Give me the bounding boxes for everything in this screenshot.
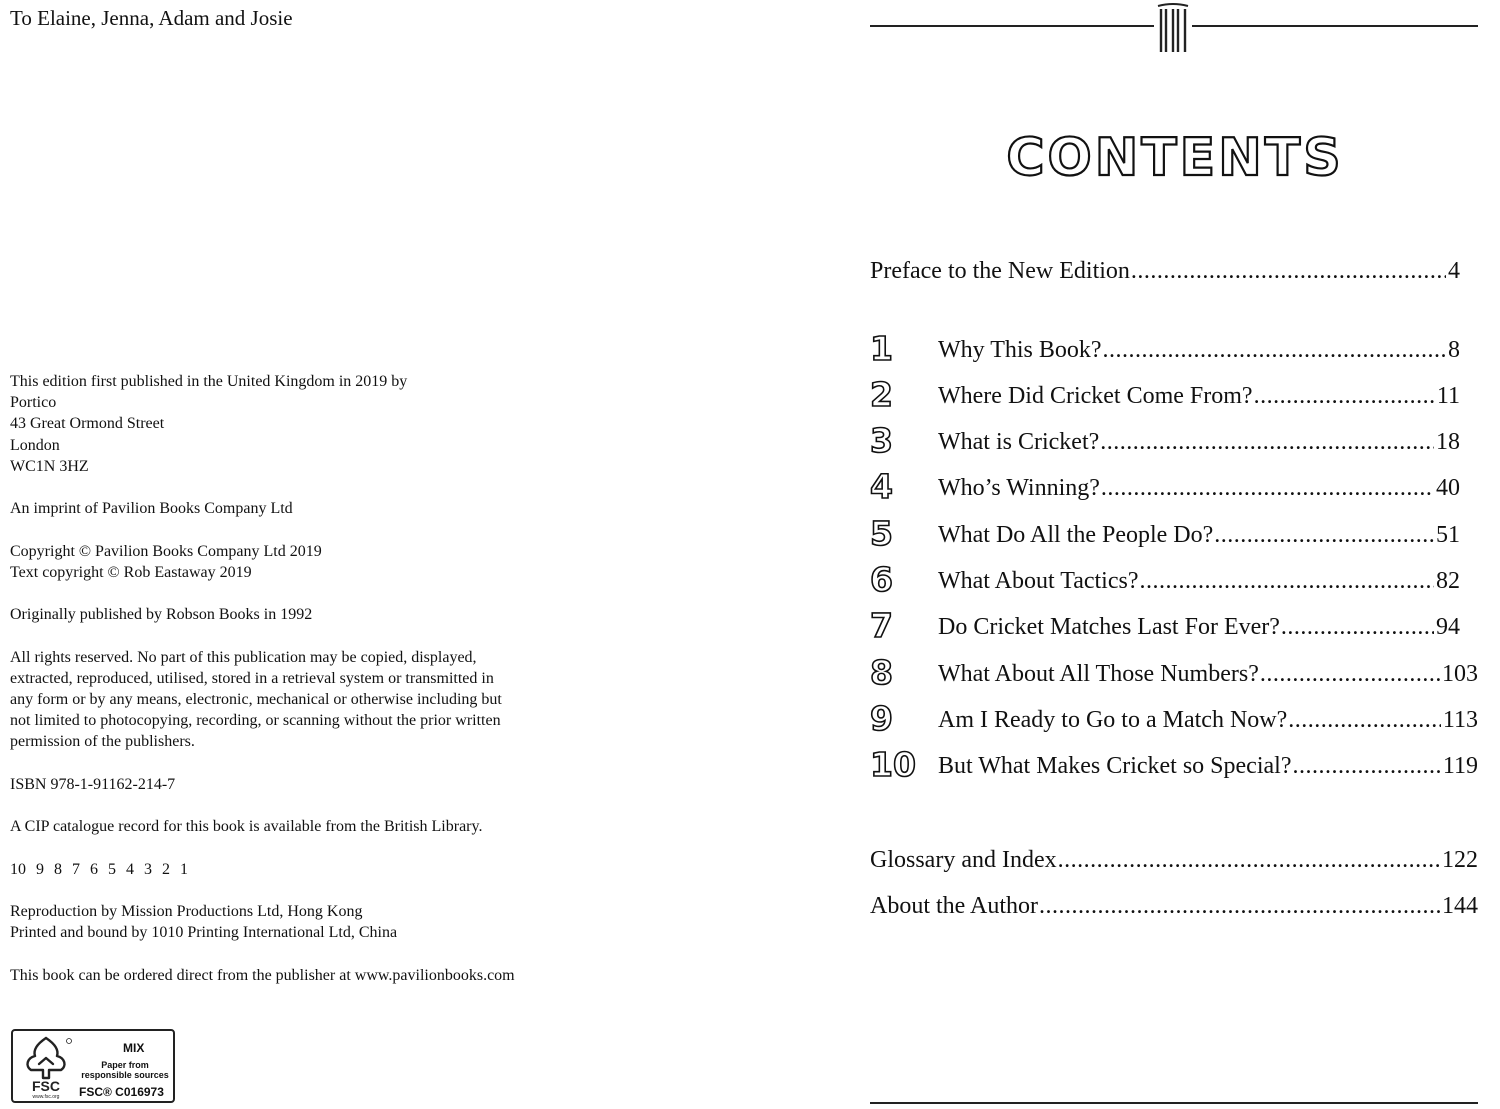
toc-entry-chapter[interactable]: [938, 429, 1460, 456]
toc-entry-title: Do Cricket Matches Last For Ever?: [938, 614, 1280, 640]
toc-page-number: 40: [1436, 475, 1460, 501]
imprint-paragraph: [10, 816, 610, 837]
chapter-number: 9: [870, 699, 893, 738]
toc-leader-dots: [1101, 475, 1434, 502]
toc-entry-title: What About All Those Numbers?: [938, 661, 1259, 687]
toc-page-number: 113: [1442, 707, 1478, 733]
toc-leader-dots: [1103, 337, 1446, 364]
imprint-line: Reproduction by Mission Productions Ltd, Hong Kong: [10, 902, 363, 920]
imprint-paragraph: [10, 859, 610, 880]
chapter-number: 2: [870, 375, 893, 414]
toc-entry-chapter[interactable]: [938, 753, 1478, 780]
toc-entry-chapter[interactable]: [938, 568, 1460, 595]
toc-entry-chapter[interactable]: [938, 661, 1478, 688]
imprint-line: Text copyright © Rob Eastaway 2019: [10, 563, 252, 581]
imprint-line: extracted, reproduced, utilised, stored in a retrieval system or transmitted in: [10, 669, 494, 687]
bottom-rule: [870, 1102, 1478, 1104]
imprint-line: Originally published by Robson Books in 1992: [10, 606, 313, 624]
toc-page-number: 82: [1436, 568, 1460, 594]
toc-page-number: 122: [1442, 847, 1478, 873]
toc-leader-dots: [1214, 522, 1434, 549]
toc-entry-title: What Do All the People Do?: [938, 522, 1214, 548]
contents-title: CONTENTS: [1006, 128, 1344, 188]
imprint-line: permission of the publishers.: [10, 733, 195, 751]
toc-page-number: 103: [1442, 661, 1478, 687]
printing-line: 10 9 8 7 6 5 4 3 2 1: [10, 860, 188, 878]
fsc-certification-badge: [11, 1029, 175, 1103]
toc-entry-title: Am I Ready to Go to a Match Now?: [938, 707, 1288, 733]
chapter-number: 4: [870, 467, 893, 506]
right-page: [760, 0, 1500, 1109]
imprint-line: Portico: [10, 394, 57, 412]
toc-entry-glossary[interactable]: [870, 847, 1478, 874]
toc-leader-dots: [1039, 893, 1440, 920]
toc-entry-title: Preface to the New Edition: [870, 258, 1130, 284]
imprint-line: WC1N 3HZ: [10, 457, 89, 475]
toc-entry-chapter[interactable]: [938, 475, 1460, 502]
imprint-line: 43 Great Ormond Street: [10, 415, 165, 433]
toc-leader-dots: [1292, 753, 1440, 780]
toc-entry-about-author[interactable]: [870, 893, 1478, 920]
toc-entry-chapter[interactable]: [938, 707, 1478, 734]
toc-entry-title: Why This Book?: [938, 337, 1102, 363]
toc-leader-dots: [1281, 614, 1434, 641]
imprint-paragraph: [10, 647, 610, 753]
toc-leader-dots: [1058, 847, 1440, 874]
toc-entry-title: Who’s Winning?: [938, 475, 1100, 501]
imprint-paragraph: [10, 965, 610, 986]
chapter-number: 1: [870, 329, 893, 368]
dedication: To Elaine, Jenna, Adam and Josie: [10, 6, 293, 30]
chapter-number: 7: [870, 606, 893, 645]
toc-page-number: 11: [1436, 383, 1460, 409]
toc-entry-chapter[interactable]: [938, 522, 1460, 549]
imprint-paragraph: [10, 901, 610, 943]
toc-entry-title: But What Makes Cricket so Special?: [938, 753, 1292, 779]
isbn: ISBN 978-1-91162-214-7: [10, 775, 176, 793]
toc-leader-dots: [1100, 429, 1434, 456]
imprint-paragraph: [10, 541, 610, 583]
toc-page-number: 8: [1448, 337, 1460, 363]
imprint-paragraph: [10, 498, 610, 519]
fsc-website: www.fsc.org: [32, 1094, 60, 1100]
toc-entry-chapter[interactable]: [938, 337, 1460, 364]
imprint-line: This edition first published in the United Kingdom in 2019 by: [10, 373, 408, 390]
imprint-line: An imprint of Pavilion Books Company Ltd: [10, 500, 293, 518]
toc-entry-title: Where Did Cricket Come From?: [938, 383, 1253, 409]
toc-page-number: 144: [1442, 893, 1478, 919]
imprint-paragraph: [10, 371, 610, 477]
imprint-paragraph: [10, 604, 610, 625]
toc-leader-dots: [1260, 661, 1440, 688]
imprint-line: Copyright © Pavilion Books Company Ltd 2019: [10, 542, 322, 560]
imprint-line: London: [10, 436, 60, 454]
toc-page-number: 18: [1436, 429, 1460, 455]
imprint-line: All rights reserved. No part of this publication may be copied, displayed,: [10, 648, 477, 666]
chapter-number: 8: [870, 653, 893, 692]
toc-page-number: 4: [1448, 258, 1460, 284]
fsc-license-code: FSC® C016973: [79, 1085, 164, 1099]
toc-entry-chapter[interactable]: [938, 383, 1460, 410]
chapter-number: 10: [870, 745, 916, 784]
imprint-paragraph: [10, 774, 610, 795]
imprint-block: [10, 371, 610, 1007]
toc-entry-title: What is Cricket?: [938, 429, 1100, 455]
fsc-tree-icon: [17, 1034, 75, 1100]
toc-leader-dots: [1139, 568, 1434, 595]
chapter-number: 5: [870, 514, 893, 553]
chapter-number: 6: [870, 560, 893, 599]
toc-entry-title: Glossary and Index: [870, 847, 1057, 873]
imprint-line: any form or by any means, electronic, mechanical or otherwise including but: [10, 690, 502, 708]
toc-page-number: 94: [1436, 614, 1460, 640]
imprint-line: A CIP catalogue record for this book is available from the British Library.: [10, 818, 483, 836]
toc-leader-dots: [1254, 383, 1435, 410]
fsc-logo-text: FSC: [32, 1078, 60, 1094]
toc-entry-title: About the Author: [870, 893, 1038, 919]
toc-entry-preface[interactable]: [870, 258, 1460, 285]
toc-entry-chapter[interactable]: [938, 614, 1460, 641]
toc-leader-dots: [1288, 707, 1441, 734]
fsc-mix-label: MIX: [123, 1041, 145, 1055]
fsc-paper-text: Paper from responsible sources: [81, 1060, 169, 1080]
toc-page-number: 119: [1442, 753, 1478, 779]
toc-entry-title: What About Tactics?: [938, 568, 1139, 594]
imprint-line: not limited to photocopying, recording, or scanning without the prior written: [10, 712, 501, 730]
imprint-line: This book can be ordered direct from the publisher at www.pavilionbooks.com: [10, 966, 515, 984]
left-page: [0, 0, 740, 1109]
cricket-stumps-icon: [870, 0, 1478, 60]
toc-leader-dots: [1131, 258, 1446, 285]
chapter-number: 3: [870, 421, 893, 460]
imprint-line: Printed and bound by 1010 Printing International Ltd, China: [10, 924, 398, 942]
toc-page-number: 51: [1436, 522, 1460, 548]
